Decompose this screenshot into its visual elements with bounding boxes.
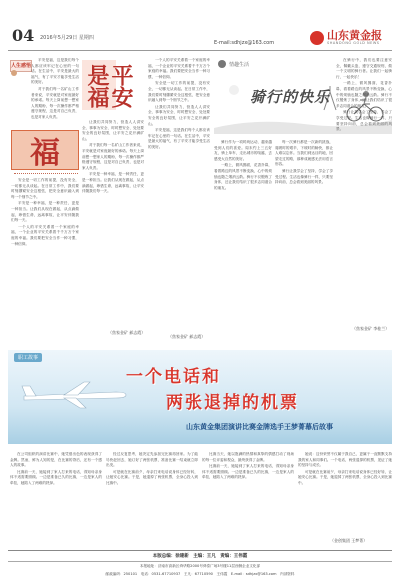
paragraph: 平安是一种幸福，是一种责任，更是一种担当。让我们从现在做起，从点滴做起，珍惜生命，远离事故，让平安伴随我们每一天。	[11, 201, 79, 223]
paragraph: 安全是一切工作的前提，没有安全，一切都无从谈起。在日常工作中，我们要时刻绷紧安全这根弦，把安全意识融入到每一个细节之中。	[11, 178, 79, 199]
article-title-right: 骑行的快乐	[250, 88, 331, 106]
bottom-story-col-1	[10, 452, 102, 548]
bottom-story-col-2	[106, 452, 198, 548]
paragraph: 她说：这份荣誉不仅属于我自己，更属于一直默默支持我的家人和同事们。一个电话，两张退掉的机票，见证了她的坚持与成长。	[298, 452, 392, 468]
kicker-label: 情趣生活	[229, 61, 250, 68]
bottom-story-col-4	[298, 452, 392, 548]
banner-headline-2: 两张退掉的机票	[166, 393, 299, 413]
paragraph: 一路上，微风拂面，花香扑鼻，看着路边的风景不断变换，心中的烦恼也随之烟消云散。骑行不仅锻炼了身体，还让我们结识了很多志同道合的朋友。	[336, 81, 392, 108]
byline-bottom: （金创集团 王梦菁）	[330, 538, 368, 543]
article-right-col-2	[275, 140, 333, 346]
logo-mark-icon	[310, 31, 324, 45]
byline-left: （焦家金矿 郝志霞）	[108, 330, 146, 335]
bottom-story-col-3	[202, 452, 294, 548]
issue-date: 2016年5月29日 星期四	[40, 35, 94, 41]
paragraph: 一路上，微风拂面，花香扑鼻，看着路边的风景不断变换，心中的烦恼也随之烟消云散。骑行不仅锻炼了身体，还让我们结识了很多志同道合的朋友。	[214, 163, 272, 190]
article-title-left	[82, 60, 142, 116]
paragraph: 经过反复思考，她决定先参加完比赛再回家。为了能尽快赶回去，她订好了两张机票，准备比赛一结束就立即出发。	[106, 452, 198, 468]
paragraph: 平安是福，这是我们每个人都应该牢记在心里的一句话。在生活中，平安是最大的福气，有了平安才能享受生活的美好。	[31, 58, 79, 85]
byline-right: （焦家金矿 李桂兰）	[352, 326, 390, 331]
logo-title: 山东黄金报	[327, 29, 382, 42]
kicker-dot-icon	[218, 60, 226, 68]
contact-email: E-mail:sdhjzx@163.com	[214, 40, 275, 46]
fu-character: 福	[30, 136, 60, 171]
feature-banner	[8, 350, 392, 444]
paragraph: 比赛前一天，她接到了家人打来的电话，得知母亲身体不适需要照顾。一边是准备已久的比赛，一边是家人的牵挂，她陷入了两难的抉择。	[202, 464, 294, 480]
article-left-col-4	[148, 58, 210, 346]
dotted-divider	[14, 173, 78, 175]
paragraph: 在骑行中，我们也要注意安全，佩戴头盔，遵守交通规则，做一个文明的骑行者。让我们一起骑行，一起快乐！	[336, 58, 392, 79]
newspaper-logo	[310, 30, 382, 45]
paragraph: 比赛前一天，她接到了家人打来的电话，得知母亲身体不适需要照顾。一边是准备已久的比赛，一边是家人的牵挂，她陷入了两难的抉择。	[10, 469, 102, 485]
paragraph: 骑行让我学会了坚持，学会了享受过程。生活也像骑行一样，只要坚持向前，总会看到美丽的风景。	[336, 110, 392, 132]
paragraph: 可是就在比赛前夕，母亲打来电话说身体已经好转，让她安心比赛。于是，她退掉了两张机票，全身心投入到比赛中。	[298, 469, 392, 485]
paragraph: 每一次骑行都是一次新的挑战，爬坡时的艰辛，下坡时的畅快，都让人难以忘怀。当我们到达目的地，回望走过的路，那种成就感无法用语言形容。	[275, 140, 333, 167]
article-left-col-2	[11, 178, 79, 346]
footer-divider	[8, 550, 392, 551]
paragraph: 平安是一种幸福，是一种责任，更是一种担当。让我们从现在做起，从点滴做起，珍惜生命，远离事故，让平安伴随我们每一天。	[82, 172, 144, 194]
paragraph: 让我们共同努力，营造人人讲安全、事事为安全、时时想安全、处处要安全的良好氛围，让平安之花开满矿山。	[148, 104, 210, 126]
page-header	[8, 0, 396, 50]
section-kicker-right	[218, 60, 249, 68]
footer-contact: 邮政编码：250101 电话：0531-67710937 王凡：67710590 王伟霞 E-mail：sdhjzx@163.com 内部资料	[105, 572, 295, 576]
byline-center: （焦家金矿 郝志霞）	[168, 334, 206, 339]
article-title-text: 平安是福	[84, 64, 133, 108]
banner-headline-1: 一个电话和	[126, 367, 221, 387]
logo-subtitle: SHANDONG GOLD NEWS	[327, 41, 380, 45]
article-right-col-3	[336, 58, 392, 346]
paragraph: 一个人的平安关系着一个家庭的幸福，一个企业的平安关系着千千万万个家庭的幸福。我们要把安全当作一种习惯，一种信仰。	[148, 58, 210, 79]
banner-kicker: 职工故事	[14, 353, 42, 362]
footer-divider-2	[8, 561, 392, 562]
paragraph: 让我们共同努力，营造人人讲安全、事事为安全、时时想安全、处处要安全的良好氛围，让平安之花开满矿山。	[82, 120, 144, 141]
paragraph: 安全是一切工作的前提，没有安全，一切都无从谈起。在日常工作中，我们要时刻绷紧安全这根弦，把安全意识融入到每一个细节之中。	[148, 81, 210, 103]
paragraph: 一个人的平安关系着一个家庭的幸福，一个企业的平安关系着千千万万个家庭的幸福。我们要把安全当作一种习惯，一种信仰。	[11, 224, 79, 246]
page-number: 04	[12, 26, 35, 45]
header-divider	[8, 50, 392, 51]
article-right-col-1	[214, 140, 272, 346]
footer-editors: 本版总编：徐建新 主编：王凡 责编：王伟霞	[152, 554, 248, 559]
article-left-col-3	[82, 120, 144, 346]
fu-character-graphic	[11, 130, 79, 170]
paragraph: 对于我们每一名矿山工作者来说，平安就是对家庭最好的承诺。每天上岗前想一想家人的期盼，每一次操作都严格遵守规程，这是对自己负责，也是对家人负责。	[31, 86, 79, 119]
paragraph: 平安是福，这是我们每个人都应该牢记在心里的一句话。在生活中，平安是最大的福气，有了平安才能享受生活的美好。	[148, 128, 210, 149]
paragraph: 在公司组织的演讲比赛中，她凭借出色的表现获得了金牌。然而，鲜为人知的是，在比赛的背后，还有一个感人的故事。	[10, 452, 102, 468]
section-kicker-left: 人生感悟	[10, 60, 32, 72]
airplane-icon	[20, 380, 130, 410]
paragraph: 可是就在比赛前夕，母亲打来电话说身体已经好转，让她安心比赛。于是，她退掉了两张机票，全身心投入到比赛中。	[106, 469, 198, 485]
paragraph: 比赛当天，她以饱满的热情和真挚的情感打动了现场的每一位评委和观众，最终获得了金牌。	[202, 452, 294, 462]
banner-subhead: 山东黄金集团演讲比赛金牌选手王梦菁幕后故事	[186, 423, 333, 431]
paragraph: 骑行让我学会了坚持，学会了享受过程。生活也像骑行一样，只要坚持向前，总会看到美丽的风景。	[275, 168, 333, 185]
footer-address: 本报地址：济南市高新区舜华路2000号舜泰广场3号楼11层西侧企业文化部	[139, 564, 261, 568]
paragraph: 对于我们每一名矿山工作者来说，平安就是对家庭最好的承诺。每天上岗前想一想家人的期盼，每一次操作都严格遵守规程，这是对自己负责，也是对家人负责。	[82, 143, 144, 170]
paragraph: 骑行作为一项时尚运动，越来越受到人们的喜爱。周末约上三五好友，骑上单车，走出城市的喧嚣，去感受大自然的美好。	[214, 140, 272, 161]
decorative-circle-icon	[11, 70, 17, 76]
